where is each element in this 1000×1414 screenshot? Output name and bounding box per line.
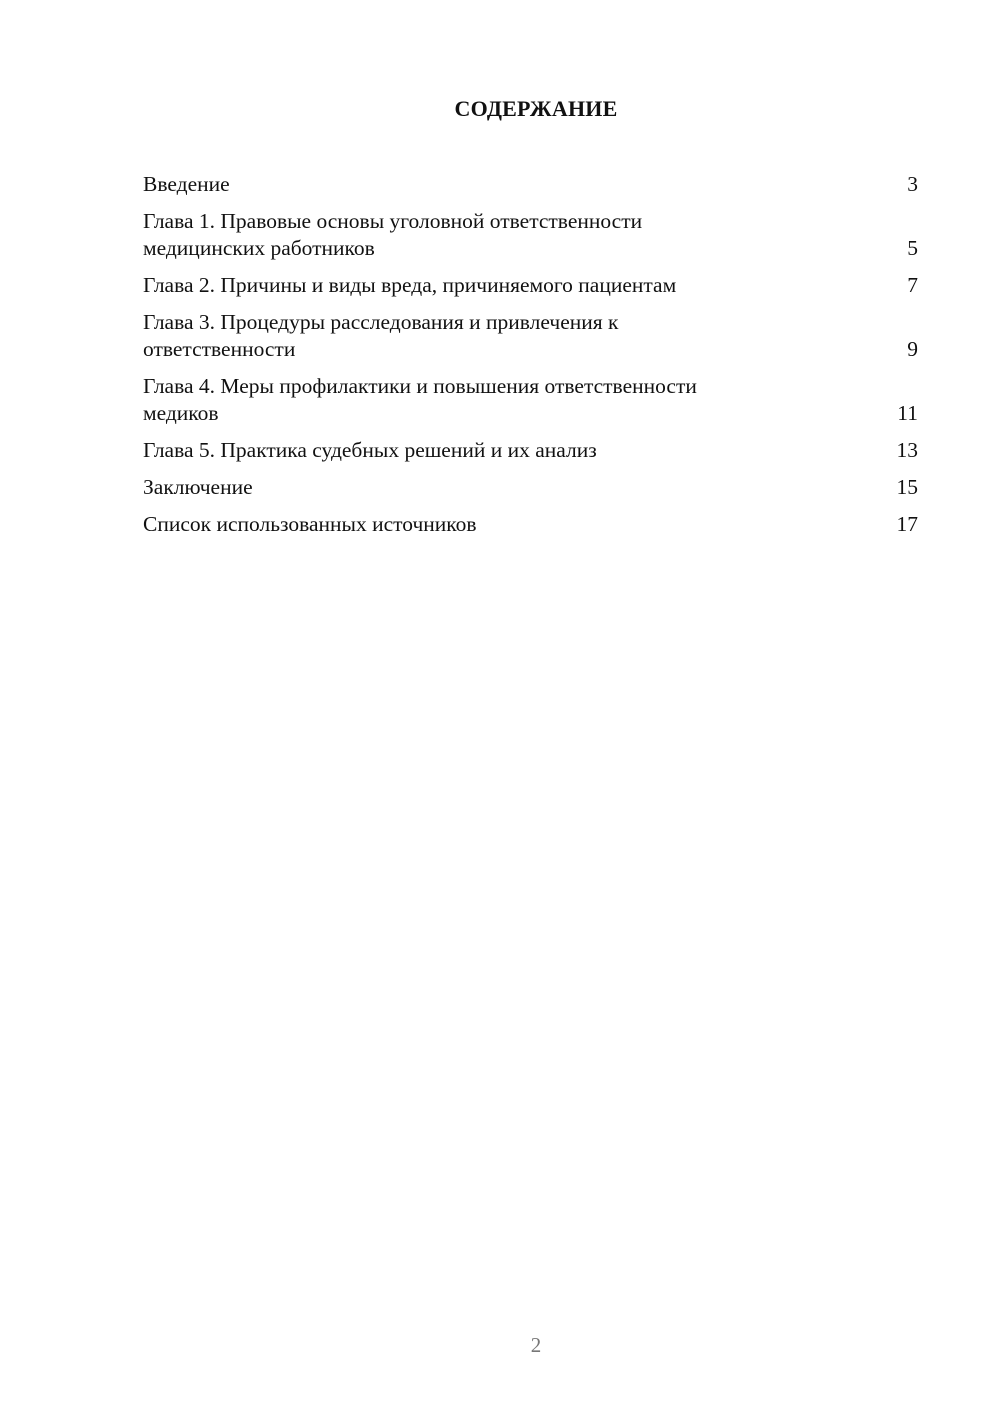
- toc-entry[interactable]: [143, 437, 918, 464]
- toc-entry-page: 5: [907, 236, 918, 260]
- toc-entry-page: 11: [897, 401, 918, 425]
- toc-entry-title: [143, 309, 619, 363]
- page-title: СОДЕРЖАНИЕ: [454, 96, 618, 121]
- toc-entry-line: Глава 2. Причины и виды вреда, причиняемого пациентам: [143, 273, 677, 297]
- page-number: 2: [530, 1333, 542, 1357]
- toc-entry-line: Глава 1. Правовые основы уголовной ответственности: [143, 209, 643, 233]
- toc-entry-line: ответственности: [143, 337, 296, 361]
- toc-entry-page: 15: [896, 475, 918, 499]
- toc-entry[interactable]: [143, 171, 918, 198]
- toc-entry-line: Список использованных источников: [143, 512, 477, 536]
- toc-entry-line: Введение: [143, 172, 230, 196]
- toc-entry[interactable]: [143, 309, 918, 363]
- toc-entry-title: [143, 474, 253, 501]
- toc-entry-title: [143, 272, 676, 299]
- toc-entry-line: Заключение: [143, 475, 253, 499]
- toc-entry-title: [143, 208, 642, 262]
- toc-entry-title: [143, 511, 477, 538]
- toc-entry-page: 13: [896, 438, 918, 462]
- toc-entry-title: [143, 373, 697, 427]
- toc-entry-page: 9: [907, 337, 918, 361]
- table-of-contents: [143, 171, 918, 548]
- toc-entry[interactable]: [143, 208, 918, 262]
- toc-entry-page: 7: [907, 273, 918, 297]
- toc-entry-page: 3: [907, 172, 918, 196]
- toc-entry-line: Глава 5. Практика судебных решений и их анализ: [143, 438, 597, 462]
- toc-entry-line: медиков: [143, 401, 219, 425]
- toc-entry-line: Глава 4. Меры профилактики и повышения ответственности: [143, 374, 697, 398]
- toc-entry-title: [143, 437, 597, 464]
- toc-entry[interactable]: [143, 511, 918, 538]
- toc-entry-line: медицинских работников: [143, 236, 375, 260]
- toc-entry[interactable]: [143, 373, 918, 427]
- toc-entry-page: 17: [896, 512, 918, 536]
- toc-entry-title: [143, 171, 230, 198]
- toc-entry[interactable]: [143, 272, 918, 299]
- toc-entry-line: Глава 3. Процедуры расследования и привлечения к: [143, 310, 619, 334]
- toc-entry[interactable]: [143, 474, 918, 501]
